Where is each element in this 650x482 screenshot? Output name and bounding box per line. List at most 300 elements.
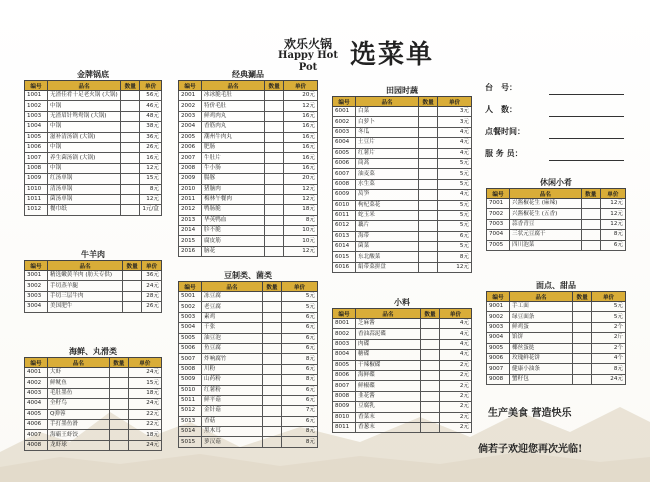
item-code: 4001 — [25, 368, 48, 378]
quantity-cell[interactable] — [121, 91, 140, 101]
item-name: 红薯粉 — [202, 385, 263, 395]
table-row[interactable] — [487, 240, 626, 250]
table-row[interactable] — [487, 322, 626, 332]
item-code: 4003 — [25, 388, 48, 398]
quantity-cell[interactable] — [262, 375, 281, 385]
item-name: 滋补清汤锅 (大锅) — [48, 132, 121, 142]
table-row[interactable] — [179, 343, 318, 353]
item-code: 1012 — [25, 205, 48, 215]
table-row[interactable] — [179, 132, 318, 142]
quantity-cell[interactable] — [419, 107, 438, 117]
quantity-cell[interactable] — [123, 291, 142, 301]
item-price: 26元 — [140, 142, 162, 152]
quantity-cell[interactable] — [109, 409, 128, 419]
table-row[interactable] — [25, 409, 162, 419]
item-code: 5004 — [179, 323, 202, 333]
table-row[interactable] — [25, 205, 162, 215]
item-code: 5001 — [179, 292, 202, 302]
table-row[interactable] — [179, 292, 318, 302]
quantity-cell[interactable] — [419, 210, 438, 220]
item-code: 2007 — [179, 153, 202, 163]
table-row[interactable] — [179, 246, 318, 256]
table-row[interactable] — [179, 122, 318, 132]
item-name: 东北酸菜 — [356, 252, 419, 262]
column-header-qty: 数量 — [419, 97, 438, 107]
item-price: 6元 — [281, 395, 317, 405]
table-row[interactable] — [179, 101, 318, 111]
quantity-cell[interactable] — [265, 226, 284, 236]
quantity-cell[interactable] — [419, 242, 438, 252]
table-row[interactable] — [179, 323, 318, 333]
quantity-cell[interactable] — [581, 219, 600, 229]
table-row[interactable] — [487, 219, 626, 229]
item-code: 2002 — [179, 101, 202, 111]
table-row[interactable] — [487, 343, 626, 353]
quantity-cell[interactable] — [109, 419, 128, 429]
table-row[interactable] — [179, 427, 318, 437]
item-name: 兴酱椒花生 (麻辣) — [510, 199, 582, 209]
quantity-cell[interactable] — [121, 153, 140, 163]
quantity-cell[interactable] — [419, 148, 438, 158]
table-row[interactable] — [333, 148, 472, 158]
item-code: 9008 — [487, 374, 510, 384]
quantity-cell[interactable] — [419, 117, 438, 127]
quantity-cell[interactable] — [262, 364, 281, 374]
item-price: 12元 — [438, 262, 472, 272]
quantity-cell[interactable] — [573, 312, 592, 322]
table-row[interactable] — [25, 281, 162, 291]
quantity-cell[interactable] — [121, 163, 140, 173]
item-name: 香菇 — [202, 416, 263, 426]
quantity-cell[interactable] — [265, 163, 284, 173]
table-row[interactable] — [487, 333, 626, 343]
table-number-field[interactable] — [549, 84, 624, 95]
table-row[interactable] — [179, 312, 318, 322]
item-name: Q弹蓉 — [48, 409, 110, 419]
item-name: 蛇玉米 — [356, 210, 419, 220]
item-name: 鲜平菇 — [202, 395, 263, 405]
quantity-cell[interactable] — [121, 184, 140, 194]
quantity-cell[interactable] — [421, 412, 440, 422]
table-row[interactable] — [179, 174, 318, 184]
quantity-cell[interactable] — [265, 215, 284, 225]
column-header-code: 编号 — [25, 358, 48, 368]
item-name: 素鸡 — [202, 312, 263, 322]
table-row[interactable] — [333, 360, 472, 370]
item-code: 6001 — [333, 107, 356, 117]
table-row[interactable] — [25, 111, 162, 121]
quantity-cell[interactable] — [109, 440, 128, 450]
item-code: 2010 — [179, 184, 202, 194]
table-row[interactable] — [333, 391, 472, 401]
menu-table — [332, 308, 472, 433]
table-row[interactable] — [333, 107, 472, 117]
quantity-cell[interactable] — [265, 142, 284, 152]
item-name: 毛肚墨鱼 — [48, 388, 110, 398]
quantity-cell[interactable] — [581, 240, 600, 250]
item-price: 56元 — [140, 91, 162, 101]
item-price: 24元 — [592, 374, 626, 384]
table-row[interactable] — [333, 138, 472, 148]
table-row[interactable] — [25, 174, 162, 184]
guest-count-field[interactable] — [549, 106, 624, 117]
item-name: 香油蒜泥碟 — [356, 329, 421, 339]
quantity-cell[interactable] — [262, 323, 281, 333]
table-row[interactable] — [179, 416, 318, 426]
item-code: 2008 — [179, 163, 202, 173]
table-row[interactable] — [25, 142, 162, 152]
quantity-cell[interactable] — [262, 406, 281, 416]
item-name: 鲜鱿鱼 — [48, 378, 110, 388]
item-price: 8元 — [281, 437, 317, 447]
table-row[interactable] — [333, 242, 472, 252]
item-price: 4元 — [438, 127, 472, 137]
item-code: 5015 — [179, 437, 202, 447]
quantity-cell[interactable] — [123, 302, 142, 312]
item-name: 干辣椒碟 — [356, 360, 421, 370]
quantity-cell[interactable] — [121, 205, 140, 215]
table-row[interactable] — [333, 127, 472, 137]
quantity-cell[interactable] — [421, 339, 440, 349]
quantity-cell[interactable] — [121, 174, 140, 184]
table-row[interactable] — [25, 378, 162, 388]
column-header-qty: 数量 — [109, 358, 128, 368]
item-name: 絹带菜拼盘 — [356, 262, 419, 272]
quantity-cell[interactable] — [121, 101, 140, 111]
quantity-cell[interactable] — [419, 179, 438, 189]
table-row[interactable] — [487, 374, 626, 384]
item-name: 川粉 — [202, 364, 263, 374]
table-row[interactable] — [25, 388, 162, 398]
table-row[interactable] — [179, 385, 318, 395]
item-code: 1007 — [25, 153, 48, 163]
quantity-cell[interactable] — [421, 422, 440, 432]
table-row[interactable] — [25, 271, 162, 281]
table-row[interactable] — [25, 291, 162, 301]
quantity-cell[interactable] — [421, 381, 440, 391]
table-row[interactable] — [25, 101, 162, 111]
quantity-cell[interactable] — [573, 364, 592, 374]
quantity-cell[interactable] — [265, 174, 284, 184]
table-row[interactable] — [25, 399, 162, 409]
table-row[interactable] — [25, 184, 162, 194]
quantity-cell[interactable] — [265, 153, 284, 163]
column-header-price: 单价 — [142, 261, 162, 271]
item-code: 5008 — [179, 364, 202, 374]
quantity-cell[interactable] — [262, 385, 281, 395]
item-name: 海鲜碟 — [356, 370, 421, 380]
section-title: 海鲜、丸滑类 — [69, 347, 117, 356]
table-row[interactable] — [487, 209, 626, 219]
item-code: 1011 — [25, 194, 48, 204]
quantity-cell[interactable] — [419, 200, 438, 210]
item-price: 36元 — [140, 132, 162, 142]
quantity-cell[interactable] — [265, 184, 284, 194]
table-row[interactable] — [333, 370, 472, 380]
item-price: 6元 — [281, 364, 317, 374]
item-name: 菌菜 — [356, 242, 419, 252]
item-name: 土豆片 — [356, 138, 419, 148]
table-row[interactable] — [179, 354, 318, 364]
table-row[interactable] — [179, 91, 318, 101]
table-row[interactable] — [179, 406, 318, 416]
quantity-cell[interactable] — [573, 302, 592, 312]
quantity-cell[interactable] — [581, 209, 600, 219]
item-price: 20元 — [284, 91, 318, 101]
table-row[interactable] — [25, 440, 162, 450]
table-row[interactable] — [25, 153, 162, 163]
table-row[interactable] — [333, 262, 472, 272]
page-title: 选菜单 — [350, 40, 435, 70]
quantity-cell[interactable] — [421, 391, 440, 401]
quantity-cell[interactable] — [419, 252, 438, 262]
item-price: 1元/盒 — [140, 205, 162, 215]
quantity-cell[interactable] — [421, 329, 440, 339]
quantity-cell[interactable] — [573, 333, 592, 343]
table-row[interactable] — [333, 381, 472, 391]
table-row[interactable] — [25, 430, 162, 440]
order-time-field[interactable] — [549, 128, 624, 139]
quantity-cell[interactable] — [421, 402, 440, 412]
quantity-cell[interactable] — [265, 236, 284, 246]
brand-name-en: Happy Hot Pot — [278, 50, 338, 73]
table-row[interactable] — [333, 422, 472, 432]
item-code: 1002 — [25, 101, 48, 111]
table-row[interactable] — [333, 350, 472, 360]
quantity-cell[interactable] — [421, 370, 440, 380]
quantity-cell[interactable] — [265, 194, 284, 204]
quantity-cell[interactable] — [419, 262, 438, 272]
table-row[interactable] — [25, 194, 162, 204]
item-name: 潮州牛肉丸 — [202, 132, 265, 142]
table-row[interactable] — [333, 412, 472, 422]
item-code: 6013 — [333, 231, 356, 241]
column-header-qty: 数量 — [421, 309, 440, 319]
quantity-cell[interactable] — [121, 111, 140, 121]
quantity-cell[interactable] — [265, 122, 284, 132]
column-header-name: 品名 — [48, 358, 110, 368]
item-name: 健康小油条 — [510, 364, 573, 374]
item-price: 4元 — [440, 319, 472, 329]
table-row[interactable] — [179, 142, 318, 152]
table-row[interactable] — [179, 236, 318, 246]
quantity-cell[interactable] — [262, 343, 281, 353]
table-row[interactable] — [179, 194, 318, 204]
item-price: 12元 — [284, 246, 318, 256]
quantity-cell[interactable] — [421, 350, 440, 360]
quantity-cell[interactable] — [262, 354, 281, 364]
table-row[interactable] — [179, 302, 318, 312]
column-header-qty: 数量 — [123, 261, 142, 271]
table-row[interactable] — [179, 205, 318, 215]
item-price: 18元 — [128, 388, 161, 398]
table-row[interactable] — [25, 368, 162, 378]
table-row[interactable] — [179, 437, 318, 447]
item-code: 6016 — [333, 262, 356, 272]
table-row[interactable] — [333, 252, 472, 262]
column-header-qty: 数量 — [262, 282, 281, 292]
quantity-cell[interactable] — [265, 91, 284, 101]
item-price: 3元 — [438, 117, 472, 127]
column-header-name: 品名 — [510, 189, 582, 199]
item-code: 2009 — [179, 174, 202, 184]
quantity-cell[interactable] — [262, 302, 281, 312]
quantity-cell[interactable] — [581, 230, 600, 240]
item-name: 华英鸭血 — [202, 215, 265, 225]
section-jinpai — [24, 70, 162, 216]
quantity-cell[interactable] — [419, 138, 438, 148]
item-price: 5元 — [592, 302, 626, 312]
quantity-cell[interactable] — [262, 416, 281, 426]
quantity-cell[interactable] — [109, 388, 128, 398]
table-row[interactable] — [179, 226, 318, 236]
table-row[interactable] — [333, 169, 472, 179]
menu-table — [24, 260, 162, 313]
item-name: 中锅 — [48, 163, 121, 173]
table-row[interactable] — [333, 329, 472, 339]
item-name: 藕片 — [356, 221, 419, 231]
quantity-cell[interactable] — [265, 101, 284, 111]
table-row[interactable] — [333, 221, 472, 231]
column-header-price: 单价 — [128, 358, 161, 368]
quantity-cell[interactable] — [419, 127, 438, 137]
column-header-name: 品名 — [48, 81, 121, 91]
table-row[interactable] — [179, 184, 318, 194]
table-row[interactable] — [333, 117, 472, 127]
table-row[interactable] — [333, 200, 472, 210]
table-row[interactable] — [333, 402, 472, 412]
quantity-cell[interactable] — [121, 142, 140, 152]
table-row[interactable] — [179, 395, 318, 405]
quantity-cell[interactable] — [573, 343, 592, 353]
item-price: 8元 — [600, 230, 625, 240]
section-title: 豆制类、菌类 — [224, 271, 272, 280]
table-row[interactable] — [487, 302, 626, 312]
quantity-cell[interactable] — [123, 271, 142, 281]
quantity-cell[interactable] — [262, 333, 281, 343]
table-row[interactable] — [179, 163, 318, 173]
table-row[interactable] — [487, 364, 626, 374]
item-code: 4002 — [25, 378, 48, 388]
item-code: 6014 — [333, 242, 356, 252]
quantity-cell[interactable] — [109, 430, 128, 440]
item-code: 1004 — [25, 122, 48, 132]
quantity-cell[interactable] — [121, 122, 140, 132]
quantity-cell[interactable] — [121, 194, 140, 204]
table-row[interactable] — [333, 319, 472, 329]
quantity-cell[interactable] — [265, 246, 284, 256]
table-row[interactable] — [333, 158, 472, 168]
quantity-cell[interactable] — [109, 399, 128, 409]
item-code: 4006 — [25, 419, 48, 429]
quantity-cell[interactable] — [573, 353, 592, 363]
restaurant-brand — [268, 38, 348, 74]
table-row[interactable] — [179, 153, 318, 163]
table-row[interactable] — [333, 231, 472, 241]
item-code: 5009 — [179, 375, 202, 385]
table-row[interactable] — [179, 375, 318, 385]
brand-name-cn: 欢乐火锅 — [283, 37, 332, 51]
table-row[interactable] — [487, 199, 626, 209]
item-name: 玫瑰鲜花饼 — [510, 353, 573, 363]
quantity-cell[interactable] — [421, 360, 440, 370]
item-name: 椰丝蛋挞 — [510, 343, 573, 353]
item-price: 6元 — [281, 416, 317, 426]
table-row[interactable] — [487, 353, 626, 363]
item-name: 鱼豆腐 — [202, 343, 263, 353]
quantity-cell[interactable] — [573, 322, 592, 332]
item-code: 6005 — [333, 148, 356, 158]
table-row[interactable] — [487, 230, 626, 240]
quantity-cell[interactable] — [419, 231, 438, 241]
table-row[interactable] — [487, 312, 626, 322]
table-row[interactable] — [333, 210, 472, 220]
table-row[interactable] — [179, 215, 318, 225]
column-header-code: 编号 — [25, 261, 48, 271]
item-name: 馅饼 — [510, 333, 573, 343]
quantity-cell[interactable] — [419, 169, 438, 179]
waiter-field[interactable] — [549, 150, 624, 161]
item-price: 8元 — [438, 252, 472, 262]
column-header-name: 品名 — [202, 282, 263, 292]
table-row[interactable] — [179, 364, 318, 374]
quantity-cell[interactable] — [109, 368, 128, 378]
quantity-cell[interactable] — [123, 281, 142, 291]
quantity-cell[interactable] — [262, 312, 281, 322]
item-name: 美国肥牛 — [48, 302, 123, 312]
item-price: 18元 — [284, 205, 318, 215]
column-header-name: 品名 — [356, 309, 421, 319]
item-code: 4004 — [25, 399, 48, 409]
table-row[interactable] — [333, 339, 472, 349]
quantity-cell[interactable] — [265, 111, 284, 121]
table-row[interactable] — [179, 111, 318, 121]
quantity-cell[interactable] — [419, 158, 438, 168]
quantity-cell[interactable] — [262, 395, 281, 405]
item-name: 冰冰脆毛肚 — [202, 91, 265, 101]
table-row[interactable] — [25, 122, 162, 132]
order-label: 台 号： — [485, 83, 517, 92]
quantity-cell[interactable] — [265, 205, 284, 215]
quantity-cell[interactable] — [109, 378, 128, 388]
table-row[interactable] — [333, 190, 472, 200]
quantity-cell[interactable] — [262, 292, 281, 302]
quantity-cell[interactable] — [419, 190, 438, 200]
quantity-cell[interactable] — [581, 199, 600, 209]
item-price: 6元 — [281, 385, 317, 395]
item-code: 6004 — [333, 138, 356, 148]
table-row[interactable] — [333, 179, 472, 189]
quantity-cell[interactable] — [121, 132, 140, 142]
table-row[interactable] — [25, 163, 162, 173]
quantity-cell[interactable] — [573, 374, 592, 384]
item-code: 1001 — [25, 91, 48, 101]
quantity-cell[interactable] — [421, 319, 440, 329]
quantity-cell[interactable] — [262, 437, 281, 447]
item-code: 8006 — [333, 370, 356, 380]
item-price: 6元 — [600, 240, 625, 250]
table-row[interactable] — [25, 419, 162, 429]
table-row[interactable] — [25, 91, 162, 101]
quantity-cell[interactable] — [262, 427, 281, 437]
quantity-cell[interactable] — [265, 132, 284, 142]
item-price: 8元 — [284, 215, 318, 225]
column-header-code: 编号 — [487, 292, 510, 302]
table-row[interactable] — [25, 302, 162, 312]
table-row[interactable] — [25, 132, 162, 142]
table-row[interactable] — [179, 333, 318, 343]
quantity-cell[interactable] — [419, 221, 438, 231]
